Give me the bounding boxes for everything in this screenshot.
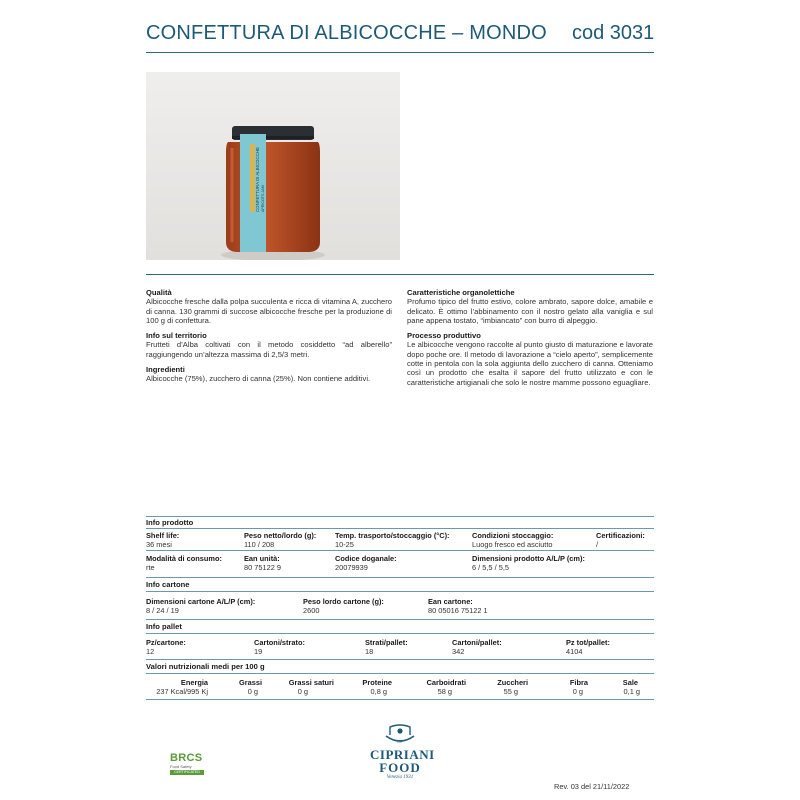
peso-cartone-value: 2600	[303, 606, 320, 615]
dimensioni-prodotto-value: 6 / 5,5 / 5,5	[472, 563, 509, 572]
nutrition-zuccheri-label: Zuccheri	[497, 678, 528, 687]
ingredients-text: Albicocche (75%), zucchero di canna (25%). Non contiene additivi.	[146, 374, 371, 384]
brcs-badge: CERTIFICATED	[170, 770, 204, 775]
nutrition-fibra-value: 0 g	[572, 687, 583, 696]
organoleptic-title: Caratteristiche organolettiche	[407, 288, 515, 297]
nutrition-carboidrati-label: Carboidrati	[426, 678, 466, 687]
nutrition-zuccheri-value: 55 g	[503, 687, 518, 696]
territory-title: Info sul territorio	[146, 331, 207, 341]
peso-cartone-label: Peso lordo cartone (g):	[303, 597, 384, 606]
nutrition-rule	[146, 673, 654, 674]
nutrition-bottom-rule	[146, 699, 654, 700]
nutrition-proteine-value: 0,8 g	[370, 687, 387, 696]
nutrition-proteine-label: Proteine	[362, 678, 392, 687]
strati-pallet-label: Strati/pallet:	[365, 638, 408, 647]
cartoni-strato-label: Cartoni/strato:	[254, 638, 305, 647]
temp-label: Temp. trasporto/stoccaggio (°C):	[335, 531, 450, 540]
nutrition-sale-value: 0,1 g	[623, 687, 640, 696]
right-description-column	[407, 288, 653, 393]
pz-tot-pallet-label: Pz tot/pallet:	[566, 638, 610, 647]
pz-cartone-value: 12	[146, 647, 155, 656]
nutrition-sale-label: Sale	[622, 678, 638, 687]
brcs-subtitle: Food Safety	[170, 764, 192, 769]
header-divider	[146, 52, 654, 53]
pz-cartone-label: Pz/cartone:	[146, 638, 186, 647]
product-code: cod 3031	[572, 22, 655, 44]
info-prodotto-rule	[146, 528, 654, 529]
cartoni-pallet-label: Cartoni/pallet:	[452, 638, 502, 647]
dimensioni-prodotto-label: Dimensioni prodotto A/L/P (cm):	[472, 554, 585, 563]
process-title: Processo produttivo	[407, 331, 481, 341]
nutrition-grassi-saturi-value: 0 g	[297, 687, 308, 696]
modalita-label: Modalità di consumo:	[146, 554, 222, 563]
nutrition-grassi-label: Grassi	[238, 678, 262, 687]
cartoni-strato-value: 19	[254, 647, 263, 656]
emblem-badge-text: CF	[397, 739, 403, 744]
quality-text: Albicocche fresche dalla polpa succulenta e ricca di vitamina A, zucchero di canna. 130 grammi di succose albicocche fresche per la produzione di 100 g di confettura.	[146, 297, 392, 325]
nutrition-grassi-value: 0 g	[247, 687, 258, 696]
info-pallet-top-rule	[146, 619, 654, 620]
jar-label-text: CONFETTURA DI ALBICOCCHE	[255, 147, 260, 212]
product-photo	[146, 72, 400, 260]
info-prodotto-title: Info prodotto	[146, 518, 194, 527]
condizioni-value: Luogo fresco ed asciutto	[472, 540, 553, 549]
ean-unita-value: 80 75122 9	[244, 563, 281, 572]
info-cartone-top-rule	[146, 577, 654, 578]
photo-divider	[146, 274, 654, 275]
organoleptic-text: Profumo tipico del frutto estivo, colore ambrato, sapore dolce, amabile e delicato. È ottimo l’abbinamento con il nostro gelato alla vaniglia e sul pane appena tostato, “imbiancato” con burro di alpeggio.	[407, 297, 653, 325]
ean-cartone-value: 80 05016 75122 1	[428, 606, 488, 615]
nutrition-top-rule	[146, 659, 654, 660]
left-description-column	[146, 288, 392, 390]
shelf-life-value: 36 mesi	[146, 540, 172, 549]
brcs-wordmark: BRCS	[170, 752, 203, 764]
territory-text: Frutteti d’Alba coltivati con il metodo cosiddetto “ad alberello” raggiungendo un’altezza massima di 2,5/3 metri.	[146, 340, 392, 359]
modalita-value: rte	[146, 563, 155, 572]
cipriani-wordmark: CIPRIANI	[370, 747, 435, 762]
nutrition-title: Valori nutrizionali medi per 100 g	[146, 662, 265, 671]
process-text: Le albicocche vengono raccolte al punto giusto di maturazione e lavorate dopo poche ore. Il metodo di lavorazione a “cielo aperto”, semplicemente cotte in pentola con la sola aggiunta dello zucchero di canna. Otteniamo così un prodotto che esalta il sapore del frutto utilizzato e con le caratteristiche artigianali che solo le nostre mamme possono eguagliare.	[407, 340, 653, 387]
condizioni-label: Condizioni stoccaggio:	[472, 531, 554, 540]
nutrition-grassi-saturi-label: Grassi saturi	[288, 678, 334, 687]
dimensioni-cartone-label: Dimensioni cartone A/L/P (cm):	[146, 597, 256, 606]
nutrition-energia-value: 237 Kcal/995 Kj	[156, 687, 208, 696]
strati-pallet-value: 18	[365, 647, 374, 656]
nutrition-fibra-label: Fibra	[569, 678, 588, 687]
temp-value: 10-25	[335, 540, 354, 549]
cipriani-tagline: Venezia 1931	[386, 775, 414, 780]
jam-jar-image	[146, 72, 400, 260]
brcs-certification-logo	[170, 752, 206, 782]
document-title: CONFETTURA DI ALBICOCCHE – MONDO	[146, 22, 547, 44]
peso-label: Peso netto/lordo (g):	[244, 531, 317, 540]
gondola-emblem-icon	[378, 722, 422, 748]
quality-title: Qualità	[146, 288, 172, 297]
food-wordmark: FOOD	[379, 760, 421, 775]
jar-label-text-2: APRICOTS JAM	[261, 185, 265, 212]
cartoni-pallet-value: 342	[452, 647, 465, 656]
info-cartone-rule	[146, 591, 654, 592]
info-pallet-rule	[146, 633, 654, 634]
dimensioni-cartone-value: 8 / 24 / 19	[146, 606, 179, 615]
codice-doganale-label: Codice doganale:	[335, 554, 397, 563]
cipriani-food-logo	[370, 722, 435, 781]
certificazioni-label: Certificazioni:	[596, 531, 645, 540]
info-prodotto-top-rule	[146, 516, 654, 517]
shelf-life-label: Shelf life:	[146, 531, 180, 540]
info-cartone-title: Info cartone	[146, 580, 190, 589]
revision-note: Rev. 03 del 21/11/2022	[554, 782, 630, 791]
pz-tot-pallet-value: 4104	[566, 647, 583, 656]
codice-doganale-value: 20079939	[335, 563, 368, 572]
info-prodotto-row-rule	[146, 550, 654, 551]
ean-cartone-label: Ean cartone:	[428, 597, 473, 606]
nutrition-energia-label: Energia	[180, 678, 208, 687]
ingredients-title: Ingredienti	[146, 365, 185, 375]
nutrition-carboidrati-value: 58 g	[437, 687, 452, 696]
peso-value: 110 / 208	[244, 540, 275, 549]
certificazioni-value: /	[596, 540, 599, 549]
info-pallet-title: Info pallet	[146, 622, 182, 631]
ean-unita-label: Ean unità:	[244, 554, 280, 563]
